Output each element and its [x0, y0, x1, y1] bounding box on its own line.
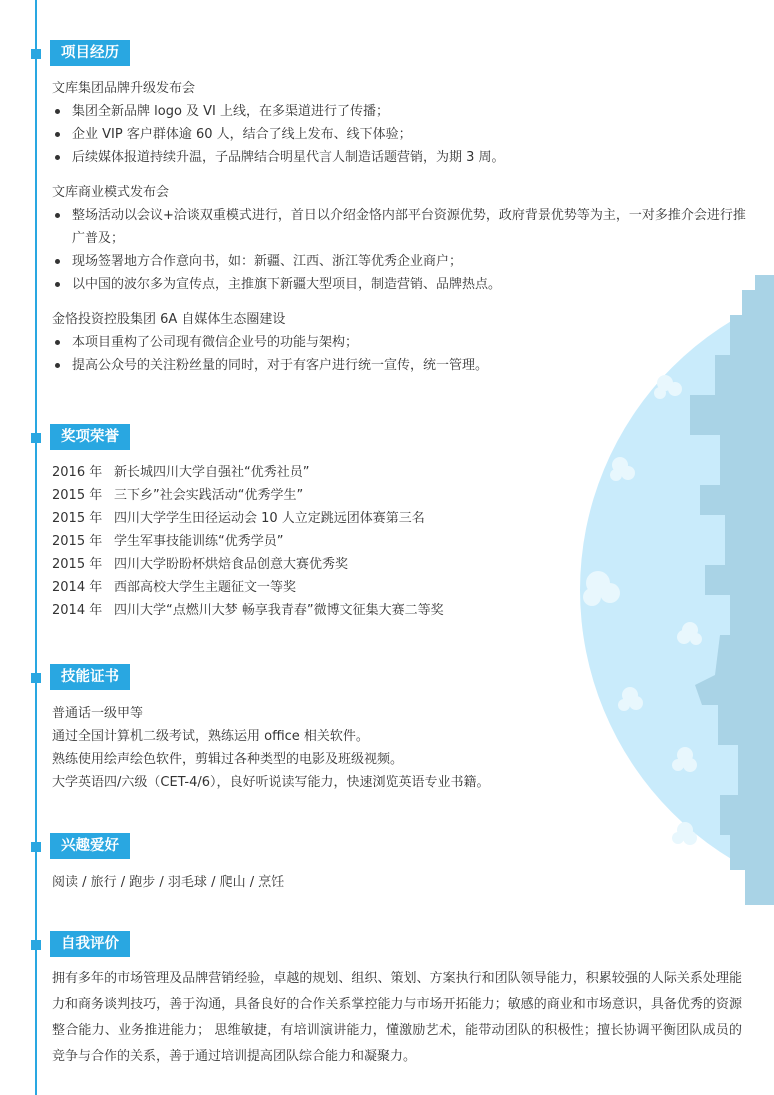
list-item: 后续媒体报道持续升温，子品牌结合明星代言人制造话题营销，为期 3 周。 — [52, 146, 752, 169]
timeline-marker — [31, 673, 41, 683]
skill-line: 大学英语四/六级（CET-4/6），良好听说读写能力，快速浏览英语专业书籍。 — [52, 775, 490, 790]
award-row — [52, 484, 752, 507]
award-year: 2015 年 — [52, 534, 103, 549]
skill-line: 熟练使用绘声绘色软件，剪辑过各种类型的电影及班级视频。 — [52, 752, 404, 767]
project-name: 金恪投资控股集团 6A 自媒体生态圈建设 — [52, 312, 286, 327]
skill-line: 通过全国计算机二级考试，熟练运用 office 相关软件。 — [52, 729, 369, 744]
projects-content — [52, 77, 752, 377]
skills-content — [52, 702, 752, 794]
hobbies-text: 阅读 / 旅行 / 跑步 / 羽毛球 / 爬山 / 烹饪 — [52, 875, 285, 890]
award-row — [52, 553, 752, 576]
award-text: 新长城四川大学自强社“优秀社员” — [114, 465, 310, 480]
project-bullets — [52, 331, 752, 377]
award-year: 2016 年 — [52, 465, 103, 480]
section-title-self-evaluation: 自我评价 — [50, 931, 130, 957]
hobbies-content — [52, 871, 752, 894]
list-item: 提高公众号的关注粉丝量的同时，对于有客户进行统一宣传，统一管理。 — [52, 354, 752, 377]
list-item: 集团全新品牌 logo 及 VI 上线，在多渠道进行了传播； — [52, 100, 752, 123]
list-item: 整场活动以会议+洽谈双重模式进行，首日以介绍金恪内部平台资源优势，政府背景优势等为主，一对多推介会进行推广普及； — [52, 204, 752, 250]
award-text: 三下乡”社会实践活动“优秀学生” — [114, 488, 304, 503]
award-year: 2015 年 — [52, 511, 103, 526]
list-item: 企业 VIP 客户群体逾 60 人，结合了线上发布、线下体验； — [52, 123, 752, 146]
award-text: 四川大学学生田径运动会 10 人立定跳远团体赛第三名 — [114, 511, 425, 526]
timeline-marker — [31, 842, 41, 852]
award-row — [52, 599, 752, 622]
award-row — [52, 576, 752, 599]
self-evaluation-text: 拥有多年的市场管理及品牌营销经验，卓越的规划、组织、策划、方案执行和团队领导能力，积累较强的人际关系处理能力和商务谈判技巧，善于沟通，具备良好的合作关系掌控能力与市场开拓能力；敏感的商业和市场意识，具备优秀的资源整合能力、业务推进能力； 思维敏捷，有培训演讲能力，懂激励艺术，能带动团队的积极性；擅长协调平衡团队成员的竞争与合作的关系，善于通过培训提高团队综合能力和凝聚力。 — [52, 971, 742, 1064]
award-year: 2015 年 — [52, 488, 103, 503]
awards-content — [52, 461, 752, 622]
list-item: 以中国的波尔多为宣传点，主推旗下新疆大型项目，制造营销、品牌热点。 — [52, 273, 752, 296]
project-bullets — [52, 204, 752, 296]
award-year: 2015 年 — [52, 557, 103, 572]
award-text: 四川大学盼盼杯烘焙食品创意大赛优秀奖 — [114, 557, 349, 572]
section-title-awards: 奖项荣誉 — [50, 424, 130, 450]
award-text: 西部高校大学生主题征文一等奖 — [114, 580, 297, 595]
award-year: 2014 年 — [52, 580, 103, 595]
timeline-marker — [31, 49, 41, 59]
self-evaluation-content — [52, 966, 742, 1070]
award-text: 四川大学“点燃川大梦 畅享我青春”微博文征集大赛二等奖 — [114, 603, 444, 618]
list-item: 现场签署地方合作意向书，如：新疆、江西、浙江等优秀企业商户； — [52, 250, 752, 273]
award-row — [52, 530, 752, 553]
award-year: 2014 年 — [52, 603, 103, 618]
section-title-hobbies: 兴趣爱好 — [50, 833, 130, 859]
skill-line: 普通话一级甲等 — [52, 706, 144, 721]
section-title-skills: 技能证书 — [50, 664, 130, 690]
list-item: 本项目重构了公司现有微信企业号的功能与架构； — [52, 331, 752, 354]
timeline-marker — [31, 940, 41, 950]
project-bullets — [52, 100, 752, 169]
award-text: 学生军事技能训练“优秀学员” — [114, 534, 284, 549]
project-name: 文库商业模式发布会 — [52, 185, 170, 200]
award-row — [52, 507, 752, 530]
project-name: 文库集团品牌升级发布会 — [52, 81, 196, 96]
award-row — [52, 461, 752, 484]
timeline-line — [35, 0, 37, 1095]
section-title-projects: 项目经历 — [50, 40, 130, 66]
timeline-marker — [31, 433, 41, 443]
